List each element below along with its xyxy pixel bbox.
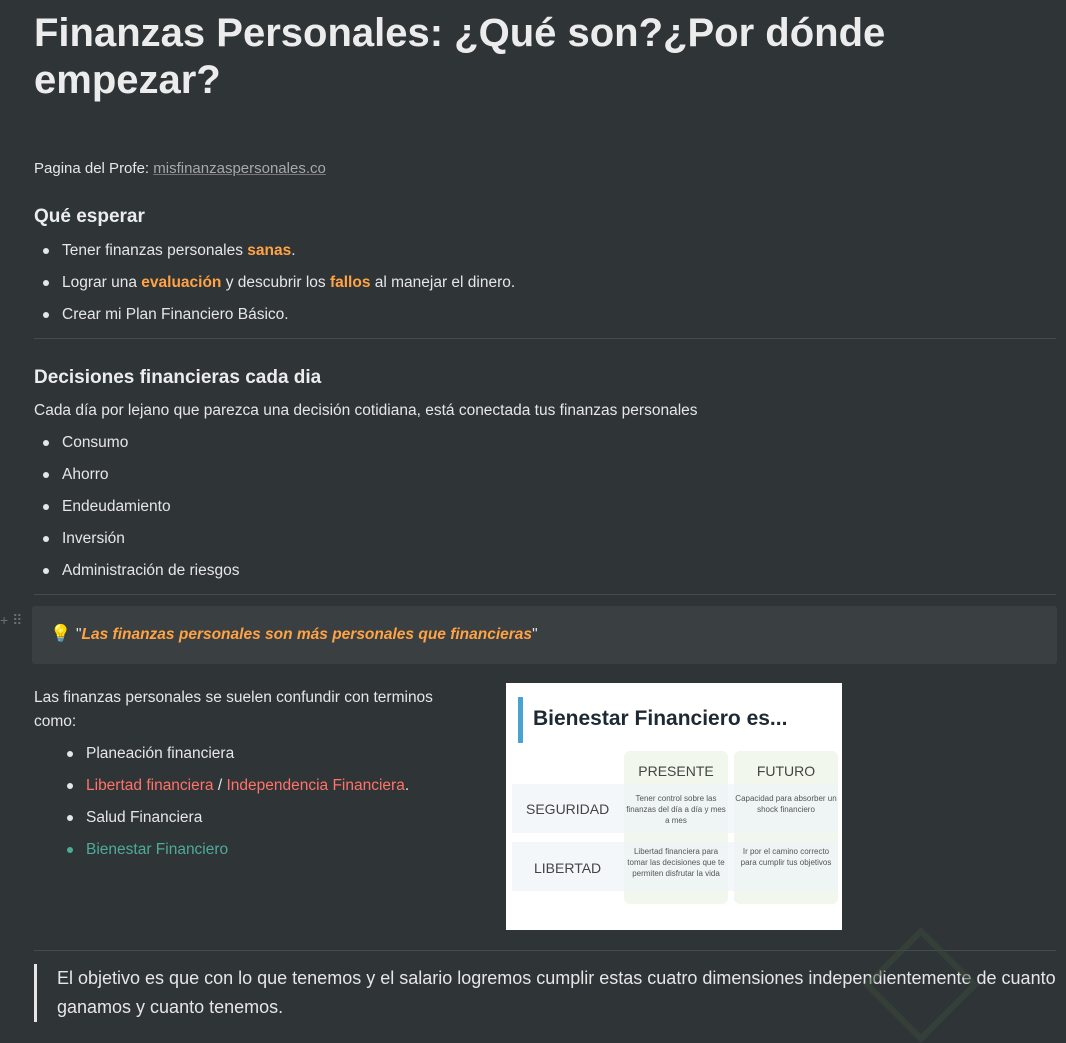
list-item xyxy=(58,738,409,770)
list-item xyxy=(58,770,409,802)
highlight-libertad: Libertad financiera xyxy=(86,777,214,794)
bienestar-image[interactable] xyxy=(506,683,842,930)
highlight-evaluacion: evaluación xyxy=(141,274,222,291)
list-item xyxy=(34,491,239,523)
list-item xyxy=(34,235,515,267)
cell-libertad-futuro: Ir por el camino correcto para cumplir tus objetivos xyxy=(740,847,832,867)
bullet-icon xyxy=(43,504,49,510)
item-text: Ahorro xyxy=(62,466,109,483)
item-text: Salud Financiera xyxy=(86,809,203,826)
bullet-icon xyxy=(67,847,73,853)
item-text: Endeudamiento xyxy=(62,498,171,515)
que-esperar-heading: Qué esperar xyxy=(34,206,145,227)
page-title: Finanzas Personales: ¿Qué son?¿Por dónde empezar? xyxy=(34,11,886,102)
bullet-icon xyxy=(43,472,49,478)
item-text: . xyxy=(291,242,296,259)
item-text: al manejar el dinero. xyxy=(370,274,516,291)
column-header-presente: PRESENTE xyxy=(638,763,714,779)
highlight-bienestar: Bienestar Financiero xyxy=(86,841,229,858)
item-text: / xyxy=(213,777,227,794)
row-label-libertad: LIBERTAD xyxy=(534,860,602,876)
list-item xyxy=(34,555,239,587)
callout-quote xyxy=(76,626,538,644)
image-title: Bienestar Financiero es... xyxy=(533,707,788,730)
bullet-icon xyxy=(67,783,73,789)
que-esperar-list xyxy=(34,235,515,331)
decisiones-heading: Decisiones financieras cada dia xyxy=(34,367,322,388)
list-item xyxy=(58,802,409,834)
item-text: Consumo xyxy=(62,434,129,451)
callout-block[interactable] xyxy=(32,606,1057,664)
open-quote: " xyxy=(76,626,82,643)
item-text: Lograr una xyxy=(62,274,142,291)
item-text: Tener finanzas personales xyxy=(62,242,248,259)
item-text: Planeación financiera xyxy=(86,745,235,762)
highlight-independencia: Independencia Financiera xyxy=(226,777,405,794)
bullet-icon xyxy=(67,815,73,821)
watermark-logo xyxy=(863,927,979,1043)
objetivo-quote: El objetivo es que con lo que tenemos y el salario logremos cumplir estas cuatro dimensiones independientemente de cuanto ganamos y cuanto tenemos. xyxy=(34,964,1057,1022)
row-label-seguridad: SEGURIDAD xyxy=(526,801,610,817)
bullet-icon xyxy=(43,568,49,574)
list-item xyxy=(34,523,239,555)
accent-bar xyxy=(518,697,523,743)
list-item xyxy=(34,427,239,459)
bullet-icon xyxy=(43,536,49,542)
bullet-icon xyxy=(43,312,49,318)
decisiones-intro: Cada día por lejano que parezca una decisión cotidiana, está conectada tus finanzas personales xyxy=(34,402,698,419)
bullet-icon xyxy=(67,751,73,757)
item-text: Inversión xyxy=(62,530,125,547)
list-item xyxy=(34,267,515,299)
item-text: y descubrir los xyxy=(221,274,330,291)
confusion-intro: Las finanzas personales se suelen confundir con terminos como: xyxy=(34,689,433,730)
highlight-sanas: sanas xyxy=(247,242,292,259)
list-item xyxy=(34,459,239,491)
lightbulb-icon: 💡 xyxy=(50,624,72,643)
profe-link[interactable]: misfinanzaspersonales.co xyxy=(153,160,326,177)
item-text: Administración de riesgos xyxy=(62,562,240,579)
divider xyxy=(34,594,1056,595)
column-header-futuro: FUTURO xyxy=(756,763,816,779)
list-item xyxy=(58,834,409,866)
profe-label: Pagina del Profe: xyxy=(34,160,154,177)
item-text: Crear mi Plan Financiero Básico. xyxy=(62,306,289,323)
drag-handle-icon[interactable]: + ⠿ xyxy=(0,612,23,628)
cell-libertad-presente: Libertad financiera para tomar las decisiones que te permiten disfrutar la vida xyxy=(627,847,725,878)
divider xyxy=(34,338,1056,339)
profe-line xyxy=(34,160,326,177)
callout-text: Las finanzas personales son más personales que financieras xyxy=(81,626,533,643)
confusion-list xyxy=(58,738,409,866)
bullet-icon xyxy=(43,280,49,286)
bullet-icon xyxy=(43,440,49,446)
cell-seguridad-futuro: Capacidad para absorber un shock financiero xyxy=(735,794,837,814)
decisiones-list xyxy=(34,427,239,587)
item-text: . xyxy=(404,777,410,794)
list-item xyxy=(34,299,515,331)
highlight-fallos: fallos xyxy=(329,274,371,291)
cell-seguridad-presente: Tener control sobre las finanzas del día a día y mes a mes xyxy=(626,794,726,825)
close-quote: " xyxy=(532,626,538,643)
bullet-icon xyxy=(43,248,49,254)
